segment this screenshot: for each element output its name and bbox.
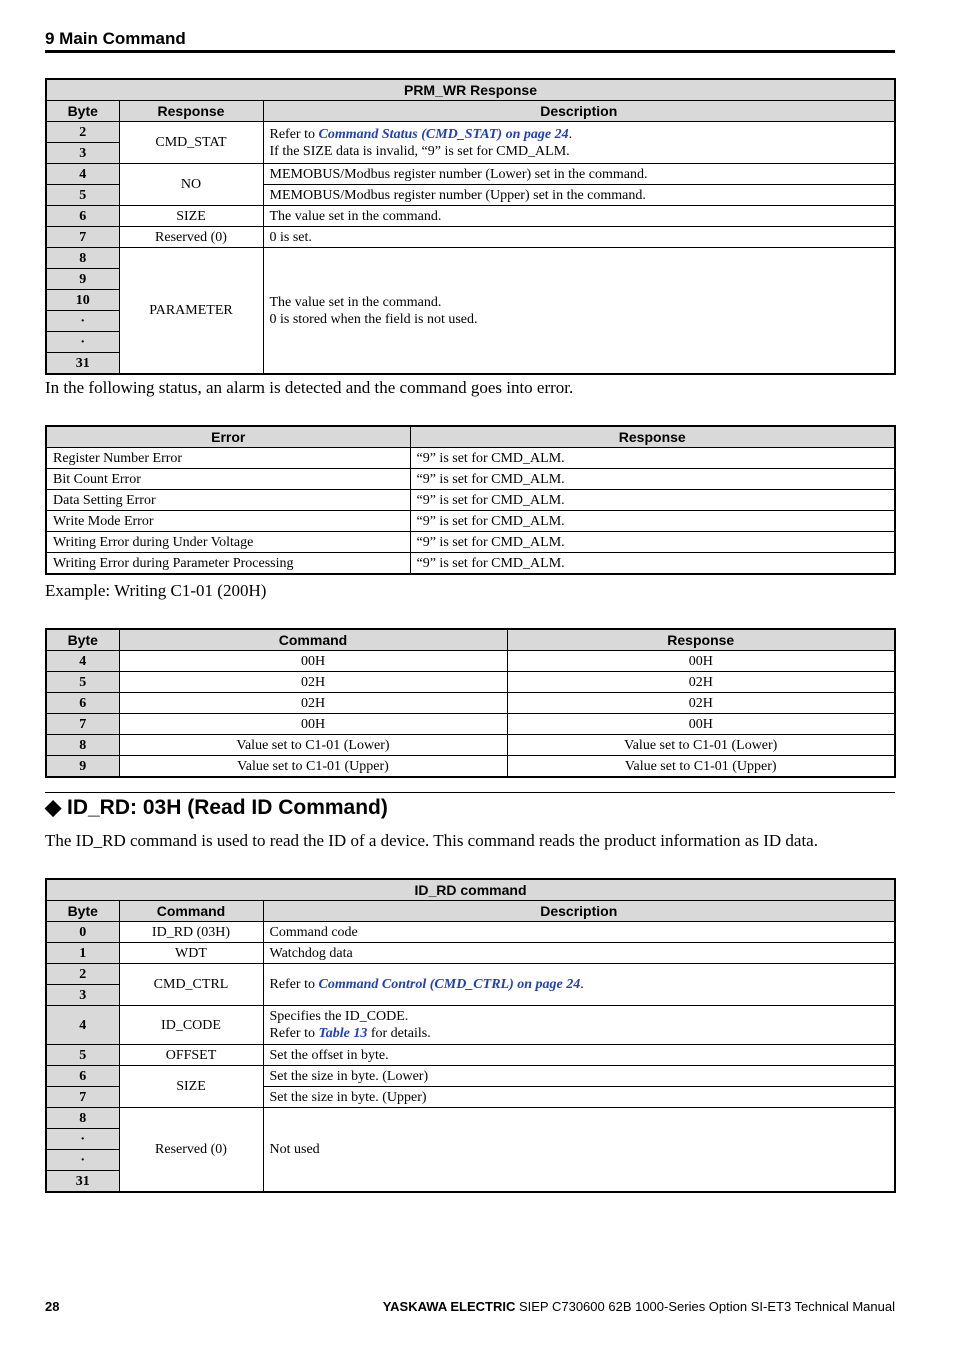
column-header: Byte xyxy=(46,101,119,122)
response-cell: NO xyxy=(119,164,263,206)
column-header: Byte xyxy=(46,629,119,651)
column-header: Response xyxy=(119,101,263,122)
description-cell: Set the size in byte. (Lower) xyxy=(263,1066,895,1087)
command-cell: Value set to C1-01 (Lower) xyxy=(119,735,507,756)
response-cell: “9” is set for CMD_ALM. xyxy=(410,511,895,532)
column-header: Error xyxy=(46,426,410,448)
byte-cell: 4 xyxy=(46,164,119,185)
response-cell: “9” is set for CMD_ALM. xyxy=(410,490,895,511)
error-cell: Data Setting Error xyxy=(46,490,410,511)
diamond-icon: ◆ xyxy=(45,796,62,819)
byte-cell: 3 xyxy=(46,985,119,1006)
description-cell: 0 is set. xyxy=(263,227,895,248)
byte-cell: 0 xyxy=(46,922,119,943)
response-cell: Value set to C1-01 (Upper) xyxy=(507,756,895,778)
error-cell: Register Number Error xyxy=(46,448,410,469)
command-cell: ID_RD (03H) xyxy=(119,922,263,943)
description-cell: MEMOBUS/Modbus register number (Lower) set in the command. xyxy=(263,164,895,185)
description-text: . xyxy=(568,126,573,142)
command-cell: SIZE xyxy=(119,1066,263,1108)
example-paragraph: Example: Writing C1-01 (200H) xyxy=(45,581,267,600)
command-cell: OFFSET xyxy=(119,1045,263,1066)
command-cell: 00H xyxy=(119,714,507,735)
section-title: ID_RD: 03H (Read ID Command) xyxy=(67,796,388,819)
command-cell: Reserved (0) xyxy=(119,1108,263,1193)
response-cell: CMD_STAT xyxy=(119,122,263,164)
cmd-ctrl-link[interactable]: Command Control (CMD_CTRL) on page 24 xyxy=(318,977,581,992)
description-cell: Command code xyxy=(263,922,895,943)
byte-cell: 4 xyxy=(46,1006,119,1045)
response-cell: PARAMETER xyxy=(119,248,263,375)
column-header: Byte xyxy=(46,901,119,922)
description-cell xyxy=(263,122,895,164)
byte-cell: · xyxy=(46,1150,119,1171)
byte-cell: 8 xyxy=(46,1108,119,1129)
response-cell: 02H xyxy=(507,693,895,714)
description-text: Refer to xyxy=(269,977,319,992)
byte-cell: 6 xyxy=(46,693,119,714)
description-cell: Set the offset in byte. xyxy=(263,1045,895,1066)
table-caption: PRM_WR Response xyxy=(46,79,895,101)
description-text: 0 is stored when the field is not used. xyxy=(269,311,478,327)
byte-cell: · xyxy=(46,1129,119,1150)
footer-document-title: SIEP C730600 62B 1000-Series Option SI-ET3 Technical Manual xyxy=(515,1299,895,1314)
description-cell: Watchdog data xyxy=(263,943,895,964)
command-cell: Value set to C1-01 (Upper) xyxy=(119,756,507,778)
section-heading xyxy=(45,792,895,821)
description-text: for details. xyxy=(367,1026,431,1041)
byte-cell: 7 xyxy=(46,1087,119,1108)
response-cell: “9” is set for CMD_ALM. xyxy=(410,553,895,575)
response-cell: 02H xyxy=(507,672,895,693)
byte-cell: 5 xyxy=(46,185,119,206)
command-cell: ID_CODE xyxy=(119,1006,263,1045)
byte-cell: 8 xyxy=(46,248,119,269)
byte-cell: 6 xyxy=(46,206,119,227)
byte-cell: 2 xyxy=(46,122,119,143)
byte-cell: 1 xyxy=(46,943,119,964)
error-cell: Writing Error during Under Voltage xyxy=(46,532,410,553)
column-header: Command xyxy=(119,901,263,922)
byte-cell: · xyxy=(46,311,119,332)
response-cell: “9” is set for CMD_ALM. xyxy=(410,448,895,469)
column-header: Response xyxy=(410,426,895,448)
description-cell: MEMOBUS/Modbus register number (Upper) set in the command. xyxy=(263,185,895,206)
byte-cell: 6 xyxy=(46,1066,119,1087)
description-text: If the SIZE data is invalid, “9” is set for CMD_ALM. xyxy=(269,143,570,159)
description-text: Refer to xyxy=(269,1026,319,1041)
byte-cell: 4 xyxy=(46,651,119,672)
command-cell: WDT xyxy=(119,943,263,964)
description-cell xyxy=(263,248,895,375)
description-text: The value set in the command. xyxy=(269,294,442,310)
response-cell: “9” is set for CMD_ALM. xyxy=(410,469,895,490)
byte-cell: 9 xyxy=(46,269,119,290)
command-cell: 02H xyxy=(119,693,507,714)
prm-wr-response-table xyxy=(45,78,896,375)
description-text: Specifies the ID_CODE. xyxy=(269,1009,409,1024)
response-cell: 00H xyxy=(507,714,895,735)
byte-cell: 3 xyxy=(46,143,119,164)
byte-cell: 10 xyxy=(46,290,119,311)
column-header: Description xyxy=(263,101,895,122)
column-header: Description xyxy=(263,901,895,922)
error-cell: Bit Count Error xyxy=(46,469,410,490)
footer-brand: YASKAWA ELECTRIC xyxy=(382,1299,516,1314)
footer-document-info xyxy=(383,1299,895,1314)
byte-cell: 5 xyxy=(46,672,119,693)
id-rd-command-table xyxy=(45,878,896,1193)
table-caption: ID_RD command xyxy=(46,879,895,901)
description-cell: Set the size in byte. (Upper) xyxy=(263,1087,895,1108)
column-header: Response xyxy=(507,629,895,651)
column-header: Command xyxy=(119,629,507,651)
response-cell: Reserved (0) xyxy=(119,227,263,248)
error-cell: Write Mode Error xyxy=(46,511,410,532)
byte-cell: 7 xyxy=(46,227,119,248)
byte-cell: 8 xyxy=(46,735,119,756)
page-number: 28 xyxy=(45,1299,60,1314)
description-cell xyxy=(263,964,895,1006)
byte-cell: · xyxy=(46,332,119,353)
response-cell: Value set to C1-01 (Lower) xyxy=(507,735,895,756)
table-13-link[interactable]: Table 13 xyxy=(318,1026,368,1041)
description-text: Refer to xyxy=(269,126,319,142)
error-cell: Writing Error during Parameter Processing xyxy=(46,553,410,575)
description-cell: The value set in the command. xyxy=(263,206,895,227)
page-footer xyxy=(45,1299,895,1314)
description-cell: Not used xyxy=(263,1108,895,1193)
byte-cell: 2 xyxy=(46,964,119,985)
example-table xyxy=(45,628,896,778)
byte-cell: 31 xyxy=(46,353,119,375)
response-cell: “9” is set for CMD_ALM. xyxy=(410,532,895,553)
description-cell xyxy=(263,1006,895,1045)
page-header: 9 Main Command xyxy=(45,29,895,53)
byte-cell: 5 xyxy=(46,1045,119,1066)
id-rd-intro-paragraph: The ID_RD command is used to read the ID of a device. This command reads the product information as ID data. xyxy=(45,831,818,850)
error-table xyxy=(45,425,896,575)
byte-cell: 7 xyxy=(46,714,119,735)
command-cell: 00H xyxy=(119,651,507,672)
response-cell: 00H xyxy=(507,651,895,672)
error-intro-paragraph: In the following status, an alarm is detected and the command goes into error. xyxy=(45,378,574,397)
description-text: . xyxy=(580,977,584,992)
command-cell: 02H xyxy=(119,672,507,693)
cmd-stat-link[interactable]: Command Status (CMD_STAT) on page 24 xyxy=(318,126,569,142)
byte-cell: 31 xyxy=(46,1171,119,1193)
command-cell: CMD_CTRL xyxy=(119,964,263,1006)
response-cell: SIZE xyxy=(119,206,263,227)
byte-cell: 9 xyxy=(46,756,119,778)
